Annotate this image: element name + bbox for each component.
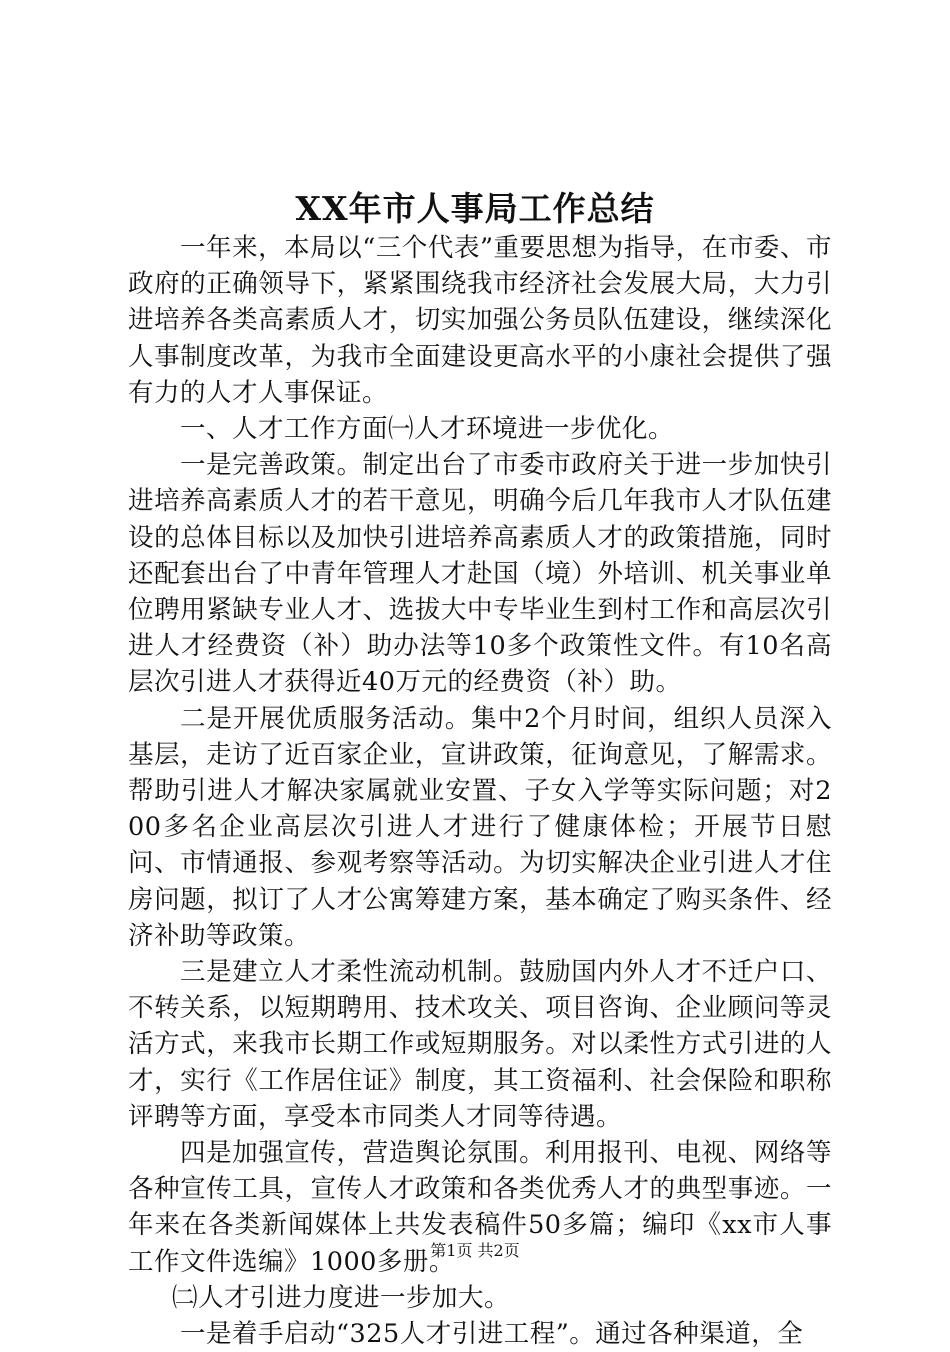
paragraph-policy: 一是完善政策。制定出台了市委市政府关于进一步加快引进培养高素质人才的若干意见，明确今后几年我市人才队伍建设的总体目标以及加快引进培养高素质人才的政策措施，同时还配套出台了中青年管理人才赴国（境）外培训、机关事业单位聘用紧缺专业人才、选拔大中专毕业生到村工作和高层次引进人才经费资（补）助办法等10多个政策性文件。有10名高层次引进人才获得近40万元的经费资（补）助。: [128, 450, 832, 698]
paragraph-flexible-mechanism: 三是建立人才柔性流动机制。鼓励国内外人才不迁户口、不转关系，以短期聘用、技术攻关、项目咨询、企业顾问等灵活方式，来我市长期工作或短期服务。对以柔性方式引进的人才，实行《工作居住证》制度，其工资福利、社会保险和职称评聘等方面，享受本市同类人才同等待遇。: [128, 957, 832, 1132]
document-body: [128, 230, 832, 1352]
subsection-heading-talent-introduction: ㈡人才引进力度进一步加大。: [172, 1282, 511, 1313]
section-heading-talent-work: 一、人才工作方面㈠人才环境进一步优化。: [180, 414, 675, 445]
paragraph-intro: 一年来，本局以“三个代表”重要思想为指导，在市委、市政府的正确领导下，紧紧围绕我市经济社会发展大局，大力引进培养各类高素质人才，切实加强公务员队伍建设，继续深化人事制度改革，为我市全面建设更高水平的小康社会提供了强有力的人才人事保证。: [128, 233, 832, 408]
paragraph-publicity: 四是加强宣传，营造舆论氛围。利用报刊、电视、网络等各种宣传工具，宣传人才政策和各类优秀人才的典型事迹。一年来在各类新闻媒体上共发表稿件50多篇；编印《xx市人事工作文件选编》1000多册。: [128, 1138, 832, 1277]
document-title: XX年市人事局工作总结: [295, 189, 655, 228]
paragraph-service: 二是开展优质服务活动。集中2个月时间，组织人员深入基层，走访了近百家企业，宣讲政策，征询意见，了解需求。帮助引进人才解决家属就业安置、子女入学等实际问题；对200多名企业高层次引进人才进行了健康体检；开展节日慰问、市情通报、参观考察等活动。为切实解决企业引进人才住房问题，拟订了人才公寓筹建方案，基本确定了购买条件、经济补助等政策。: [128, 703, 832, 951]
page-footer: 第1页 共2页: [430, 1241, 520, 1260]
paragraph-325-project: 一是着手启动“325人才引进工程”。通过各种渠道，全: [180, 1319, 804, 1350]
